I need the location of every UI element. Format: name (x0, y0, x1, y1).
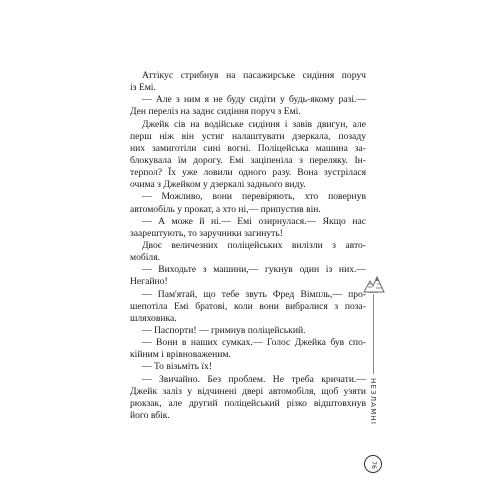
text-line: — Паспорти! — гримнув поліцейський. (142, 324, 306, 336)
text-line: перш ніж він устиг налаштувати дзеркала, позаду (130, 130, 366, 142)
text-line: блокувала їм дорогу. Емі заціпеніла з переляку. Ін- (130, 154, 366, 166)
text-line: рюкзак, але другий поліцейський різко відштовхнув (130, 397, 366, 409)
text-line: Аттікус стрибнув на пасажирське сидіння поруч (142, 70, 366, 81)
text-line: його вбік. (130, 409, 170, 421)
text-line: кійним і врівноваженим. (130, 349, 231, 361)
series-title-text: НЕЗЛАМНІ (369, 378, 377, 426)
text-line: очима з Джейком у дзеркалі заднього виду. (130, 179, 306, 191)
text-line: терпол? Їх уже ловили одного разу. Вона зустрілася (130, 167, 366, 179)
page-number (364, 455, 382, 473)
series-title (366, 378, 380, 448)
text-line: Двоє величезних поліцейських вилізли з авто- (142, 239, 366, 251)
text-line: Джейк заліз у відчинені двері автомобіля, щоб узяти (130, 385, 366, 397)
page-number-text: 76 (369, 461, 377, 469)
text-line: — Пам'ятай, що тебе звуть Фред Вімпль,— про- (142, 288, 366, 300)
text-line: шляховика. (130, 312, 177, 324)
text-line: заарештують, то заручники загинуть! (130, 227, 283, 239)
text-line: Ден переліз на заднє сидіння поруч з Емі. (130, 106, 301, 118)
text-line: Джейк сів на водійське сидіння і завів двигун, але (142, 118, 366, 130)
text-line: — То візьміть їх! (142, 361, 213, 373)
text-line: Негайно! (130, 276, 168, 288)
text-line: — Звичайно. Без проблем. Не треба кричати.— (142, 373, 366, 385)
text-line: них замиготіли сині вогні. Поліцейська машина за- (130, 142, 366, 154)
margin-tick (369, 292, 378, 293)
text-line: — Але з ним я не буду сидіти у будь-якому разі.— (142, 94, 366, 106)
text-line: — А може й ні.— Емі озирнулася.— Якщо нас (142, 215, 366, 227)
text-line: — Вони в наших сумках.— Голос Джейка був спо- (142, 337, 366, 349)
text-line: шепотіла Емі братові, коли вони вибралися з поза- (130, 300, 366, 312)
text-line: автомобіль у прокат, а хто ні,— припустив він. (130, 203, 321, 215)
text-line: — Можливо, вони перевіряють, хто повернув (142, 191, 366, 203)
body-text (130, 70, 366, 422)
mountain-icon (362, 272, 386, 294)
margin-rule (373, 294, 374, 374)
text-line: мобіля. (130, 252, 161, 264)
text-line: — Виходьте з машини,— гукнув один із них.— (142, 264, 366, 276)
text-line: із Емі. (130, 82, 156, 94)
